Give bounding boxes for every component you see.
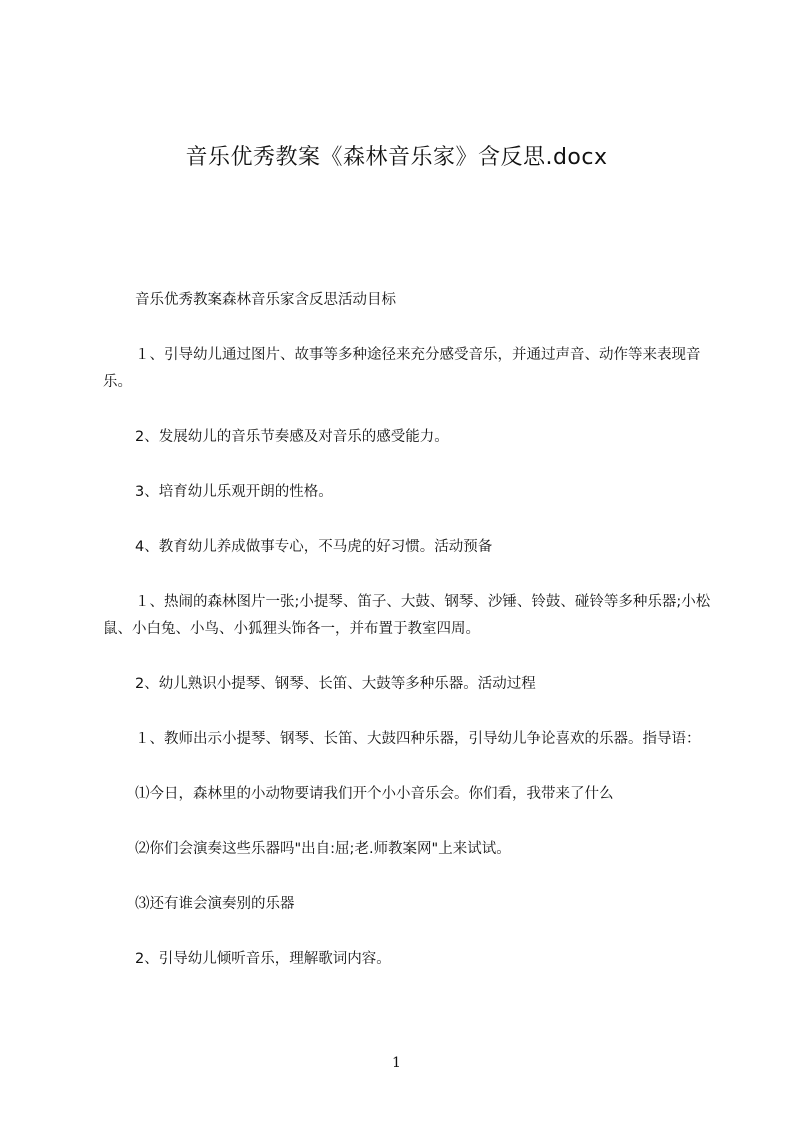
page-number: 1 <box>392 1055 401 1071</box>
paragraph: １、教师出示小提琴、钢琴、长笛、大鼓四种乐器，引导幼儿争论喜欢的乐器。指导语： <box>135 731 701 747</box>
paragraph: ⑵你们会演奏这些乐器吗"出自:屈;老.师教案网"上来试试。 <box>135 841 511 857</box>
page-title: 音乐优秀教案《森林音乐家》含反思.docx <box>185 145 608 170</box>
document-body <box>103 287 713 1001</box>
paragraph: 3、培育幼儿乐观开朗的性格。 <box>135 484 333 500</box>
paragraph: １、引导幼儿通过图片、故事等多种途径来充分感受音乐，并通过声音、动作等来表现音乐。 <box>103 347 701 390</box>
paragraph: 2、引导幼儿倾听音乐，理解歌词内容。 <box>135 951 391 967</box>
paragraph: ⑴今日，森林里的小动物要请我们开个小小音乐会。你们看，我带来了什么 <box>135 786 614 802</box>
paragraph: 音乐优秀教案森林音乐家含反思活动目标 <box>135 292 396 308</box>
paragraph: １、热闹的森林图片一张;小提琴、笛子、大鼓、钢琴、沙锤、铃鼓、碰铃等多种乐器;小松鼠、小白兔、小鸟、小狐狸头饰各一，并布置于教室四周。 <box>103 594 711 637</box>
paragraph: 2、幼儿熟识小提琴、钢琴、长笛、大鼓等多种乐器。活动过程 <box>135 676 536 692</box>
paragraph: 2、发展幼儿的音乐节奏感及对音乐的感受能力。 <box>135 429 449 445</box>
paragraph: ⑶还有谁会演奏别的乐器 <box>135 896 295 912</box>
paragraph: 4、教育幼儿养成做事专心，不马虎的好习惯。活动预备 <box>135 539 493 555</box>
